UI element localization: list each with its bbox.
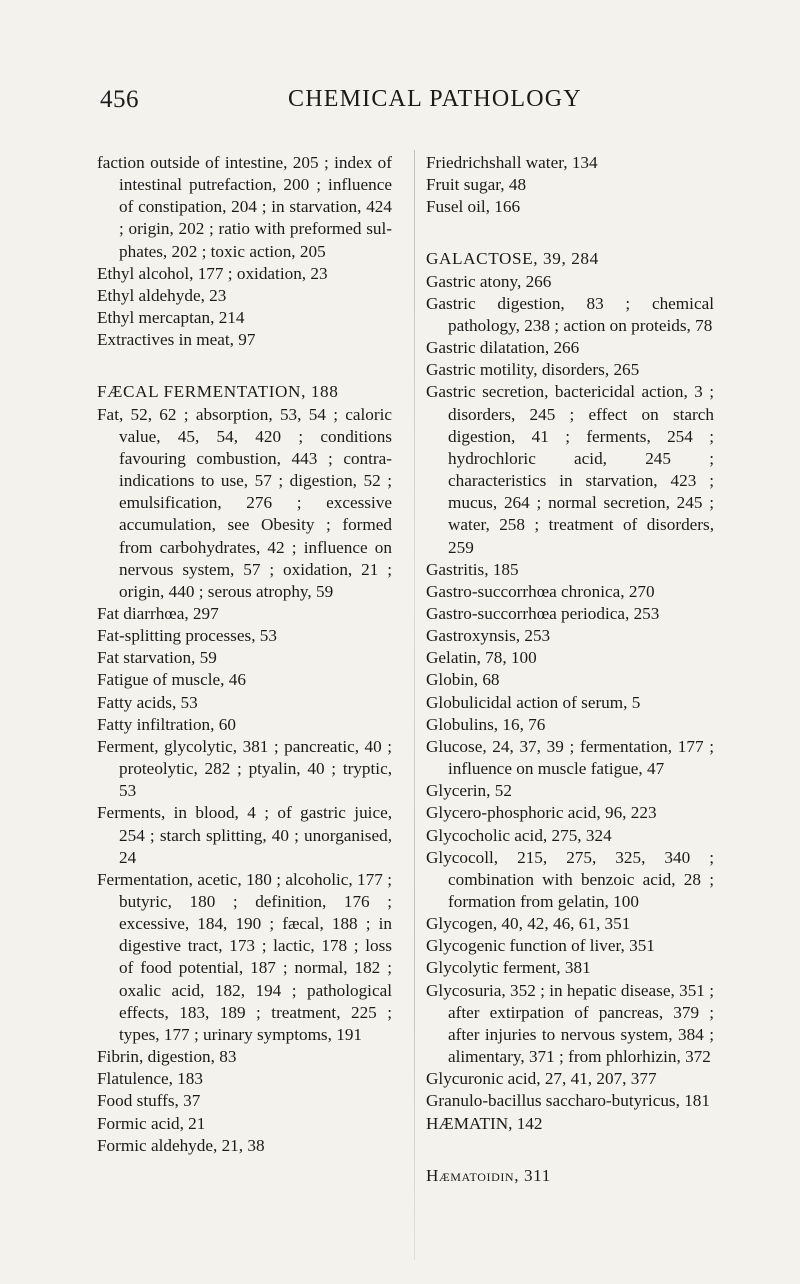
index-entry: Extractives in meat, 97: [97, 330, 256, 350]
index-entry: Globulicidal action of serum, 5: [426, 692, 641, 712]
index-entry: Globulins, 16, 76: [426, 714, 546, 734]
index-section-heading: FÆCAL FERMENTATION, 188: [97, 382, 339, 402]
index-entry: Friedrichshall water, 134: [426, 153, 598, 172]
index-entry: Fat, 52, 62 ; absorption, 53, 54 ; caloric value, 45, 54, 420 ; conditions favouring combustion, 443 ; contra-indications to use, 57 ; digestion, 52 ; emulsification, 276 ; excessive accumulation, see Obesity ; formed from carbohydrates, 42 ; influence on nervous system, 57 ; oxidation, 21 ; origin, 440 ; serous atrophy, 59: [97, 404, 392, 601]
column-divider: [414, 150, 415, 1260]
index-section-heading: GALACTOSE, 39, 284: [426, 249, 599, 269]
index-column-left: [97, 152, 392, 1157]
index-entry: Ferment, glycolytic, 381 ; pancreatic, 40 ; proteolytic, 282 ; ptyalin, 40 ; tryptic, 53: [97, 736, 392, 801]
index-entry: Glucose, 24, 37, 39 ; fermentation, 177 ; influence on muscle fatigue, 47: [426, 736, 714, 779]
section-gap: [97, 351, 392, 381]
index-entry: faction outside of intestine, 205 ; index of intestinal putrefaction, 200 ; influence of constipation, 204 ; in starvation, 424 ; origin, 202 ; ratio with preformed sulphates, 202 ; toxic action, 205: [97, 153, 392, 261]
page-header: [100, 86, 686, 120]
index-entry: Gastric dilatation, 266: [426, 338, 580, 358]
index-entry: Ethyl mercaptan, 214: [97, 308, 245, 328]
index-entry: Gastric atony, 266: [426, 271, 552, 291]
index-entry: Gastric motility, disorders, 265: [426, 360, 640, 380]
index-entry: Glycocholic acid, 275, 324: [426, 825, 612, 845]
index-entry: Granulo-bacillus saccharo-butyricus, 181: [426, 1091, 710, 1111]
index-entry: Fusel oil, 166: [426, 197, 521, 217]
index-entry: Fibrin, digestion, 83: [97, 1047, 237, 1067]
index-entry: Gastro-succorrhœa periodica, 253: [426, 603, 660, 623]
index-entry: Gastritis, 185: [426, 559, 519, 579]
index-entry: Ethyl aldehyde, 23: [97, 285, 227, 305]
index-entry: Fat starvation, 59: [97, 648, 217, 668]
index-entry: Glycogen, 40, 42, 46, 61, 351: [426, 914, 631, 934]
index-entry: Globin, 68: [426, 670, 500, 690]
index-entry: Formic acid, 21: [97, 1113, 206, 1133]
section-gap: [426, 1135, 714, 1165]
index-entry: Glycogenic function of liver, 351: [426, 936, 655, 956]
section-gap: [426, 218, 714, 248]
index-entry: Glycocoll, 215, 275, 325, 340 ; combination with benzoic acid, 28 ; formation from gelatin, 100: [426, 847, 714, 911]
index-entry: Fatty infiltration, 60: [97, 714, 236, 734]
index-entry: Fatty acids, 53: [97, 692, 198, 712]
index-section-heading: Hæmatoidin, 311: [426, 1165, 551, 1185]
index-entry: Ethyl alcohol, 177 ; oxidation, 23: [97, 263, 328, 283]
index-entry: Gastric digestion, 83 ; chemical pathology, 238 ; action on proteids, 78: [426, 293, 714, 335]
index-entry: Formic aldehyde, 21, 38: [97, 1135, 265, 1155]
index-entry: Ferments, in blood, 4 ; of gastric juice, 254 ; starch splitting, 40 ; unorganised, 24: [97, 803, 392, 867]
index-entry: Fermentation, acetic, 180 ; alcoholic, 177 ; butyric, 180 ; definition, 176 ; excessive, 184, 190 ; fæcal, 188 ; in digestive tract, 173 ; lactic, 178 ; loss of food potential, 187 ; normal, 182 ; oxalic acid, 182, 194 ; pathological effects, 183, 189 ; treatment, 225 ; types, 177 ; urinary symptoms, 191: [97, 869, 392, 1044]
index-entry: Glycosuria, 352 ; in hepatic disease, 351 ; after extirpation of pancreas, 379 ; after injuries to nervous system, 384 ; alimentary, 371 ; from phlorhizin, 372: [426, 980, 714, 1067]
index-entry: Food stuffs, 37: [97, 1091, 201, 1111]
index-entry: Gastric secretion, bactericidal action, 3 ; disorders, 245 ; effect on starch digestion, 41 ; ferments, 254 ; hydrochloric acid, 245 ; characteristics in starvation, 423 ; mucus, 264 ; normal secretion, 245 ; water, 258 ; treatment of disorders, 259: [426, 382, 714, 557]
index-entry: Gelatin, 78, 100: [426, 648, 537, 668]
running-head: CHEMICAL PATHOLOGY: [288, 86, 582, 112]
index-entry: Glycolytic ferment, 381: [426, 958, 591, 978]
index-entry: Gastro-succorrhœa chronica, 270: [426, 581, 655, 601]
index-entry: Fruit sugar, 48: [426, 175, 527, 195]
index-entry: Fat-splitting processes, 53: [97, 626, 277, 646]
index-entry: Gastroxynsis, 253: [426, 626, 551, 646]
index-entry: Flatulence, 183: [97, 1069, 203, 1089]
index-entry: Glycuronic acid, 27, 41, 207, 377: [426, 1069, 657, 1089]
index-entry: Glycerin, 52: [426, 781, 512, 801]
page-number: 456: [100, 86, 139, 113]
index-entry: Fatigue of muscle, 46: [97, 670, 246, 690]
index-entry: Fat diarrhœa, 297: [97, 603, 219, 623]
index-column-right: [426, 152, 714, 1187]
index-entry: Glycero-phosphoric acid, 96, 223: [426, 803, 657, 823]
index-entry: HÆMATIN, 142: [426, 1113, 543, 1133]
